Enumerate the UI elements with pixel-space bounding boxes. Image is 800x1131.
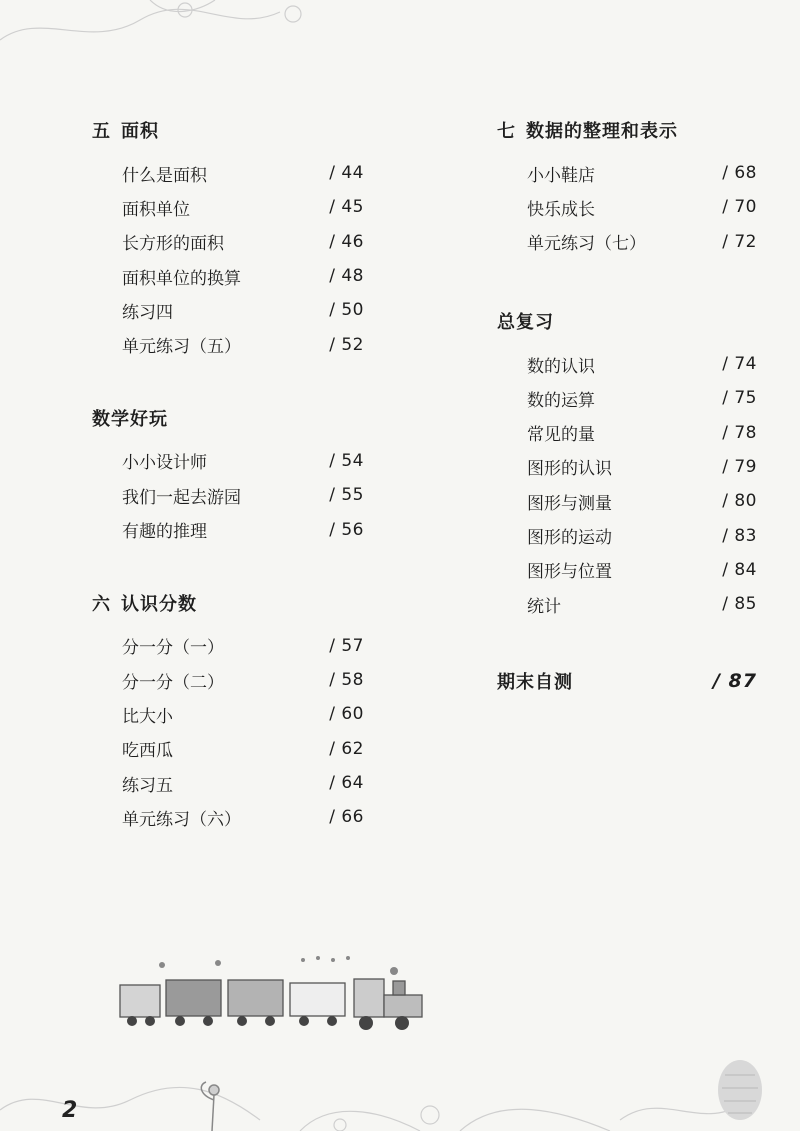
toc-entry[interactable]: [92, 766, 364, 800]
toc-entry[interactable]: [92, 190, 364, 224]
toc-section-unit-6: [92, 591, 364, 835]
entry-page: / 58: [329, 670, 364, 691]
entry-page: / 66: [329, 807, 364, 828]
entry-page: / 70: [722, 197, 757, 218]
entry-title: 比大小: [122, 706, 173, 727]
entry-title: 面积单位的换算: [122, 268, 241, 289]
entry-page: / 52: [329, 334, 364, 355]
entry-page: / 60: [329, 704, 364, 725]
toc-entry[interactable]: [92, 629, 364, 663]
section-number: 五: [92, 121, 111, 142]
toc-section-unit-7: [497, 118, 757, 259]
entry-page: / 44: [329, 163, 364, 184]
toc-entry[interactable]: [92, 259, 364, 293]
section-heading: [497, 309, 757, 337]
toc-entry[interactable]: [92, 444, 364, 478]
toc-entry[interactable]: [497, 484, 757, 518]
entry-page: / 45: [329, 197, 364, 218]
entry-page: / 85: [722, 594, 757, 615]
toc-section-math-fun: [92, 406, 364, 547]
toc-right-column: [497, 118, 757, 699]
toc-entry[interactable]: [92, 732, 364, 766]
toc-entry[interactable]: [92, 478, 364, 512]
entry-title: 小小鞋店: [527, 165, 595, 186]
entry-page: / 48: [329, 266, 364, 287]
entry-title: 有趣的推理: [122, 522, 207, 543]
toc-entry[interactable]: [497, 415, 757, 449]
entry-title: 吃西瓜: [122, 741, 173, 762]
train-illustration: [118, 955, 428, 1035]
page-number: 2: [62, 1098, 78, 1123]
toc-entry[interactable]: [497, 190, 757, 224]
entry-page: / 79: [722, 456, 757, 477]
toc-entry[interactable]: [92, 327, 364, 361]
section-title: 认识分数: [121, 593, 197, 615]
toc-section-review: [497, 309, 757, 621]
entry-page: / 55: [329, 485, 364, 506]
toc-entry-final-test[interactable]: [497, 663, 757, 699]
entry-page: / 56: [329, 519, 364, 540]
entry-title: 练习五: [122, 775, 173, 796]
entry-page: / 57: [329, 635, 364, 656]
entry-page: / 68: [722, 163, 757, 184]
section-number: 六: [92, 593, 111, 615]
entry-title: 快乐成长: [527, 199, 595, 220]
entry-title: 什么是面积: [122, 165, 207, 186]
entry-title: 分一分（一）: [122, 638, 224, 659]
entry-page: / 46: [329, 231, 364, 252]
final-test-page: / 87: [713, 670, 757, 693]
entry-title: 单元练习（七）: [527, 234, 646, 255]
entry-title: 数的运算: [527, 390, 595, 411]
entry-title: 图形与测量: [527, 493, 612, 514]
entry-title: 统计: [527, 596, 561, 617]
entry-title: 面积单位: [122, 199, 190, 220]
entry-title: 我们一起去游园: [122, 487, 241, 508]
section-heading: [497, 118, 757, 146]
entry-title: 图形的运动: [527, 528, 612, 549]
entry-page: / 83: [722, 525, 757, 546]
entry-title: 单元练习（六）: [122, 809, 241, 830]
entry-title: 常见的量: [527, 425, 595, 446]
section-title: 面积: [121, 121, 159, 142]
toc-entry[interactable]: [497, 450, 757, 484]
toc-section-unit-5: [92, 118, 364, 362]
section-heading: [92, 591, 364, 619]
entry-page: / 64: [329, 773, 364, 793]
toc-entry[interactable]: [92, 293, 364, 327]
toc-entry[interactable]: [92, 800, 364, 834]
final-test-title: 期末自测: [497, 672, 573, 694]
toc-entry[interactable]: [497, 347, 757, 381]
entry-title: 单元练习（五）: [122, 337, 241, 358]
toc-entry[interactable]: [497, 518, 757, 552]
section-title: 总复习: [497, 311, 554, 333]
entry-page: / 72: [722, 231, 757, 252]
entry-page: / 75: [722, 388, 757, 409]
entry-page: / 50: [329, 300, 364, 321]
entry-title: 数的认识: [527, 356, 595, 377]
entry-page: / 62: [329, 738, 364, 759]
toc-entry[interactable]: [497, 156, 757, 190]
toc-entry[interactable]: [497, 553, 757, 587]
toc-entry[interactable]: [92, 225, 364, 259]
section-heading: [92, 118, 364, 146]
entry-title: 图形与位置: [527, 562, 612, 583]
section-number: 七: [497, 121, 516, 142]
entry-title: 图形的认识: [527, 459, 612, 480]
toc-entry[interactable]: [92, 156, 364, 190]
entry-page: / 74: [722, 354, 757, 375]
entry-page: / 78: [722, 422, 757, 443]
entry-title: 小小设计师: [122, 453, 207, 474]
toc-entry[interactable]: [92, 697, 364, 731]
toc-entry[interactable]: [92, 512, 364, 546]
entry-title: 分一分（二）: [122, 672, 224, 693]
section-title: 数学好玩: [92, 408, 168, 430]
toc-entry[interactable]: [497, 381, 757, 415]
entry-page: / 54: [329, 450, 364, 471]
entry-title: 长方形的面积: [122, 234, 224, 255]
toc-entry[interactable]: [497, 587, 757, 621]
toc-left-column: [92, 118, 364, 878]
entry-title: 练习四: [122, 302, 173, 323]
section-title: 数据的整理和表示: [526, 121, 678, 142]
toc-entry[interactable]: [92, 663, 364, 697]
toc-entry[interactable]: [497, 225, 757, 259]
entry-page: / 80: [722, 491, 757, 512]
section-heading: [92, 406, 364, 434]
entry-page: / 84: [722, 559, 757, 580]
